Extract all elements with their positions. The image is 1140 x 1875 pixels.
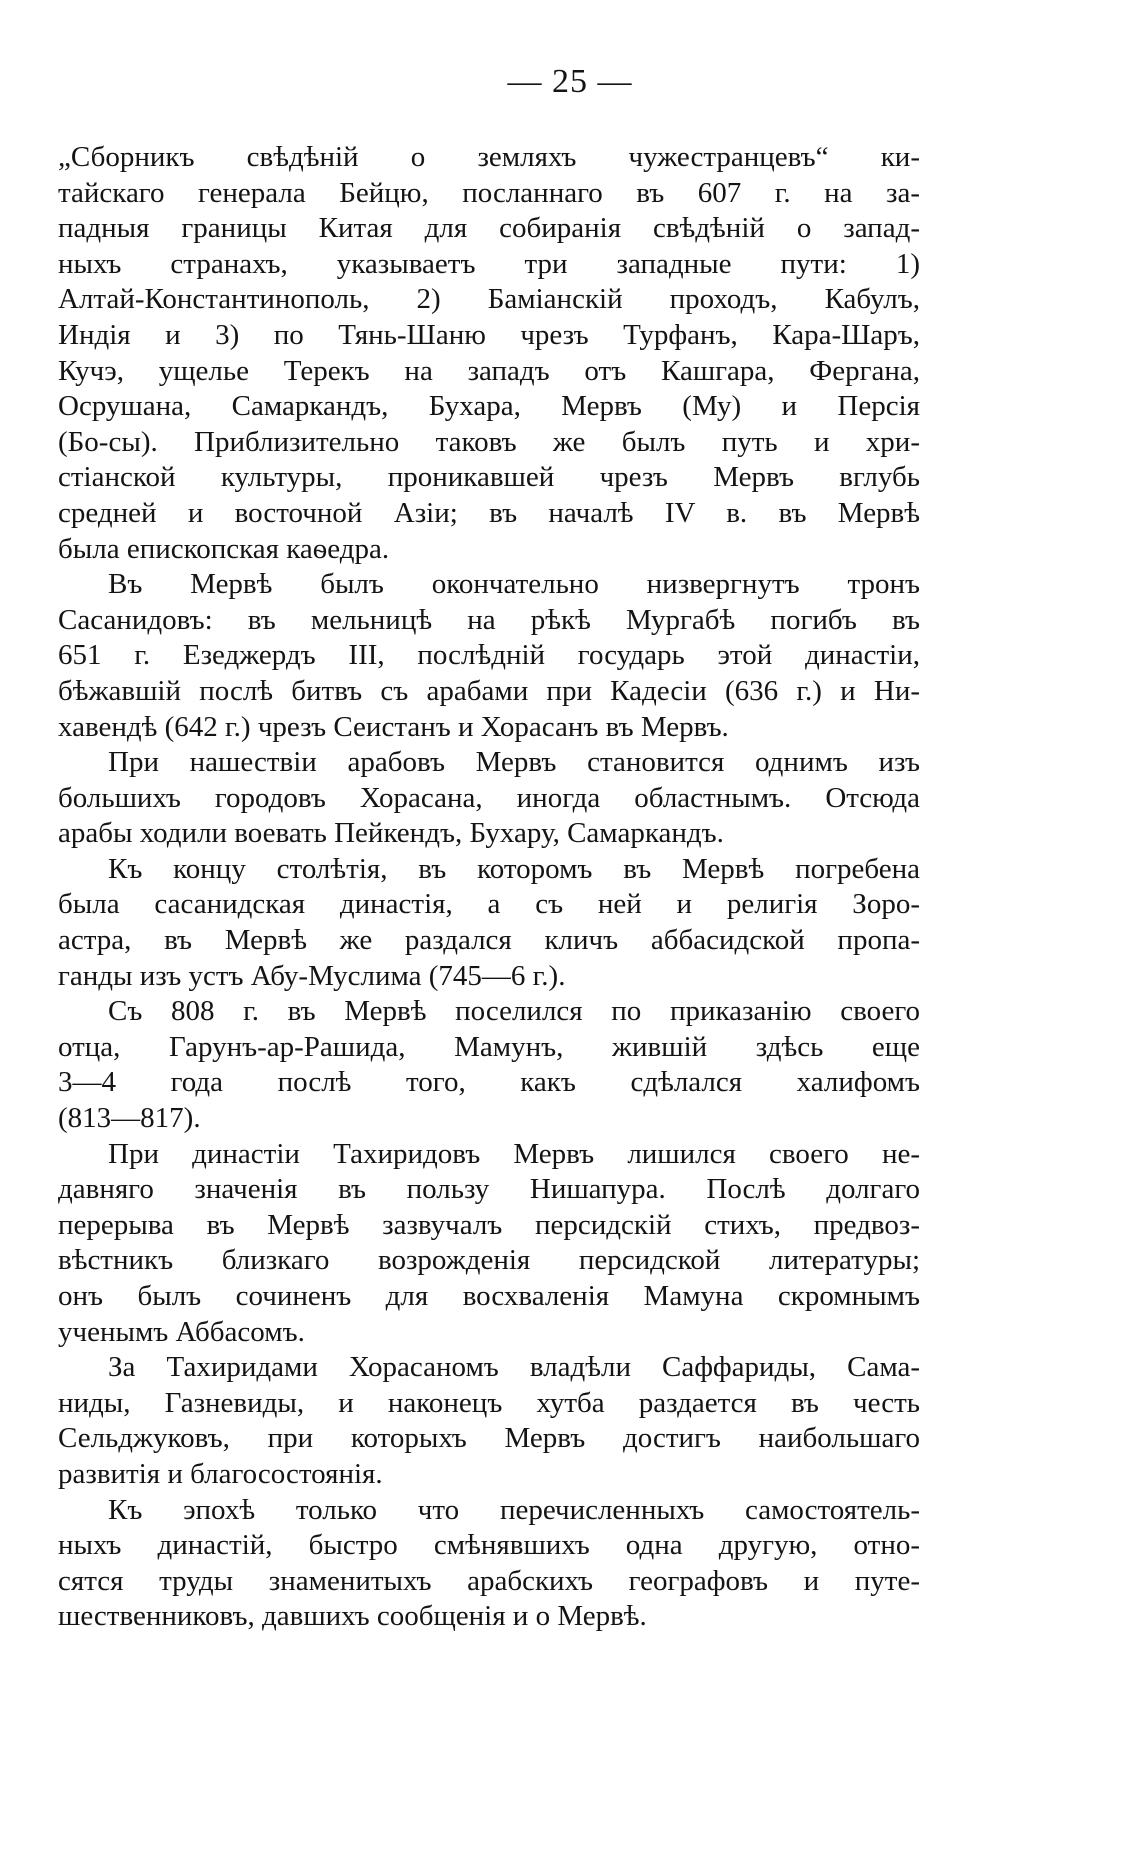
text-line: Къ концу столѣтія, въ которомъ въ Мервѣ погребена [108,852,920,885]
text-line: (Бо-сы). Приблизительно таковъ же былъ путь и хри- [58,425,920,458]
paragraph [58,852,920,994]
page-number: — 25 — [507,63,633,100]
text-line: тайскаго генерала Бейцю, посланнаго въ 607 г. на за- [58,176,920,209]
text-line: „Сборникъ свѣдѣній о земляхъ чужестранцевъ“ ки- [58,141,920,173]
text-line: бѣжавшій послѣ битвъ съ арабами при Кадесіи (636 г.) и Ни- [58,674,920,707]
text-line: отца, Гарунъ-ар-Рашида, Мамунъ, жившій здѣсь еще [58,1030,920,1063]
text-line: Сасанидовъ: въ мельницѣ на рѣкѣ Мургабѣ погибъ въ [58,603,920,636]
text-line: Алтай-Константинополь, 2) Баміанскій проходъ, Кабулъ, [58,283,920,316]
text-line: была сасанидская династія, а съ ней и религія Зоро- [58,888,920,921]
text-line: средней и восточной Азіи; въ началѣ IV в. въ Мервѣ [58,496,920,529]
text-line: сятся труды знаменитыхъ арабскихъ географовъ и путе- [58,1564,920,1597]
body-text [58,140,920,1635]
text-line: онъ былъ сочиненъ для восхваленія Мамуна скромнымъ [58,1280,920,1312]
text-line: 651 г. Езеджердъ III, послѣдній государь этой династіи, [58,639,920,672]
text-line: Сельджуковъ, при которыхъ Мервъ достигъ наибольшаго [58,1422,920,1455]
text-line: вѣстникъ близкаго возрожденія персидской литературы; [58,1244,920,1277]
text-line: При нашествіи арабовъ Мервъ становится однимъ изъ [108,746,920,779]
text-line: Индія и 3) по Тянь-Шаню чрезъ Турфанъ, Кара-Шаръ, [58,318,920,351]
text-line: ныхъ странахъ, указываетъ три западные пути: 1) [58,247,920,280]
text-line: При династіи Тахиридовъ Мервъ лишился своего не- [108,1137,920,1170]
text-line: стіанской культуры, проникавшей чрезъ Мервъ вглубь [58,461,920,494]
text-line: (813—817). [58,1102,201,1135]
text-line: давняго значенія въ пользу Нишапура. Послѣ долгаго [58,1173,920,1206]
text-line: была епископская каѳедра. [58,532,390,565]
text-line: Къ эпохѣ только что перечисленныхъ самостоятель- [108,1493,920,1526]
paragraph [58,745,920,852]
text-line: Кучэ, ущелье Терекъ на западъ отъ Кашгара, Фергана, [58,354,920,387]
text-line: астра, въ Мервѣ же раздался кличъ аббасидской пропа- [58,924,920,957]
paragraph [58,994,920,1136]
paragraph [58,140,920,567]
text-line: ганды изъ устъ Абу-Муслима (745—6 г.). [58,959,566,992]
paragraph [58,567,920,745]
text-line: За Тахиридами Хорасаномъ владѣли Саффариды, Сама- [108,1351,920,1384]
text-line: Съ 808 г. въ Мервѣ поселился по приказанію своего [108,995,920,1028]
text-line: ниды, Газневиды, и наконецъ хутба раздается въ честь [58,1386,920,1419]
text-line: хавендѣ (642 г.) чрезъ Сеистанъ и Хорасанъ въ Мервъ. [58,710,729,743]
paragraph [58,1137,920,1351]
text-line: 3—4 года послѣ того, какъ сдѣлался халифомъ [58,1066,920,1099]
text-line: ныхъ династій, быстро смѣнявшихъ одна другую, отно- [58,1529,920,1562]
text-line: арабы ходили воевать Пейкендъ, Бухару, Самаркандъ. [58,817,724,850]
text-line: Въ Мервѣ былъ окончательно низвергнутъ тронъ [108,568,920,601]
text-line: большихъ городовъ Хорасана, иногда областнымъ. Отсюда [58,781,920,814]
paragraph [58,1493,920,1635]
text-line: падныя границы Китая для собиранія свѣдѣній о запад- [58,212,920,245]
text-line: ученымъ Аббасомъ. [58,1315,305,1348]
text-line: шественниковъ, давшихъ сообщенія и о Мервѣ. [58,1600,647,1633]
paragraph [58,1350,920,1492]
text-line: развитія и благосостоянія. [58,1457,383,1490]
text-line: Осрушана, Самаркандъ, Бухара, Мервъ (Му) и Персія [58,390,920,423]
text-line: перерыва въ Мервѣ зазвучалъ персидскій стихъ, предвоз- [58,1208,920,1241]
